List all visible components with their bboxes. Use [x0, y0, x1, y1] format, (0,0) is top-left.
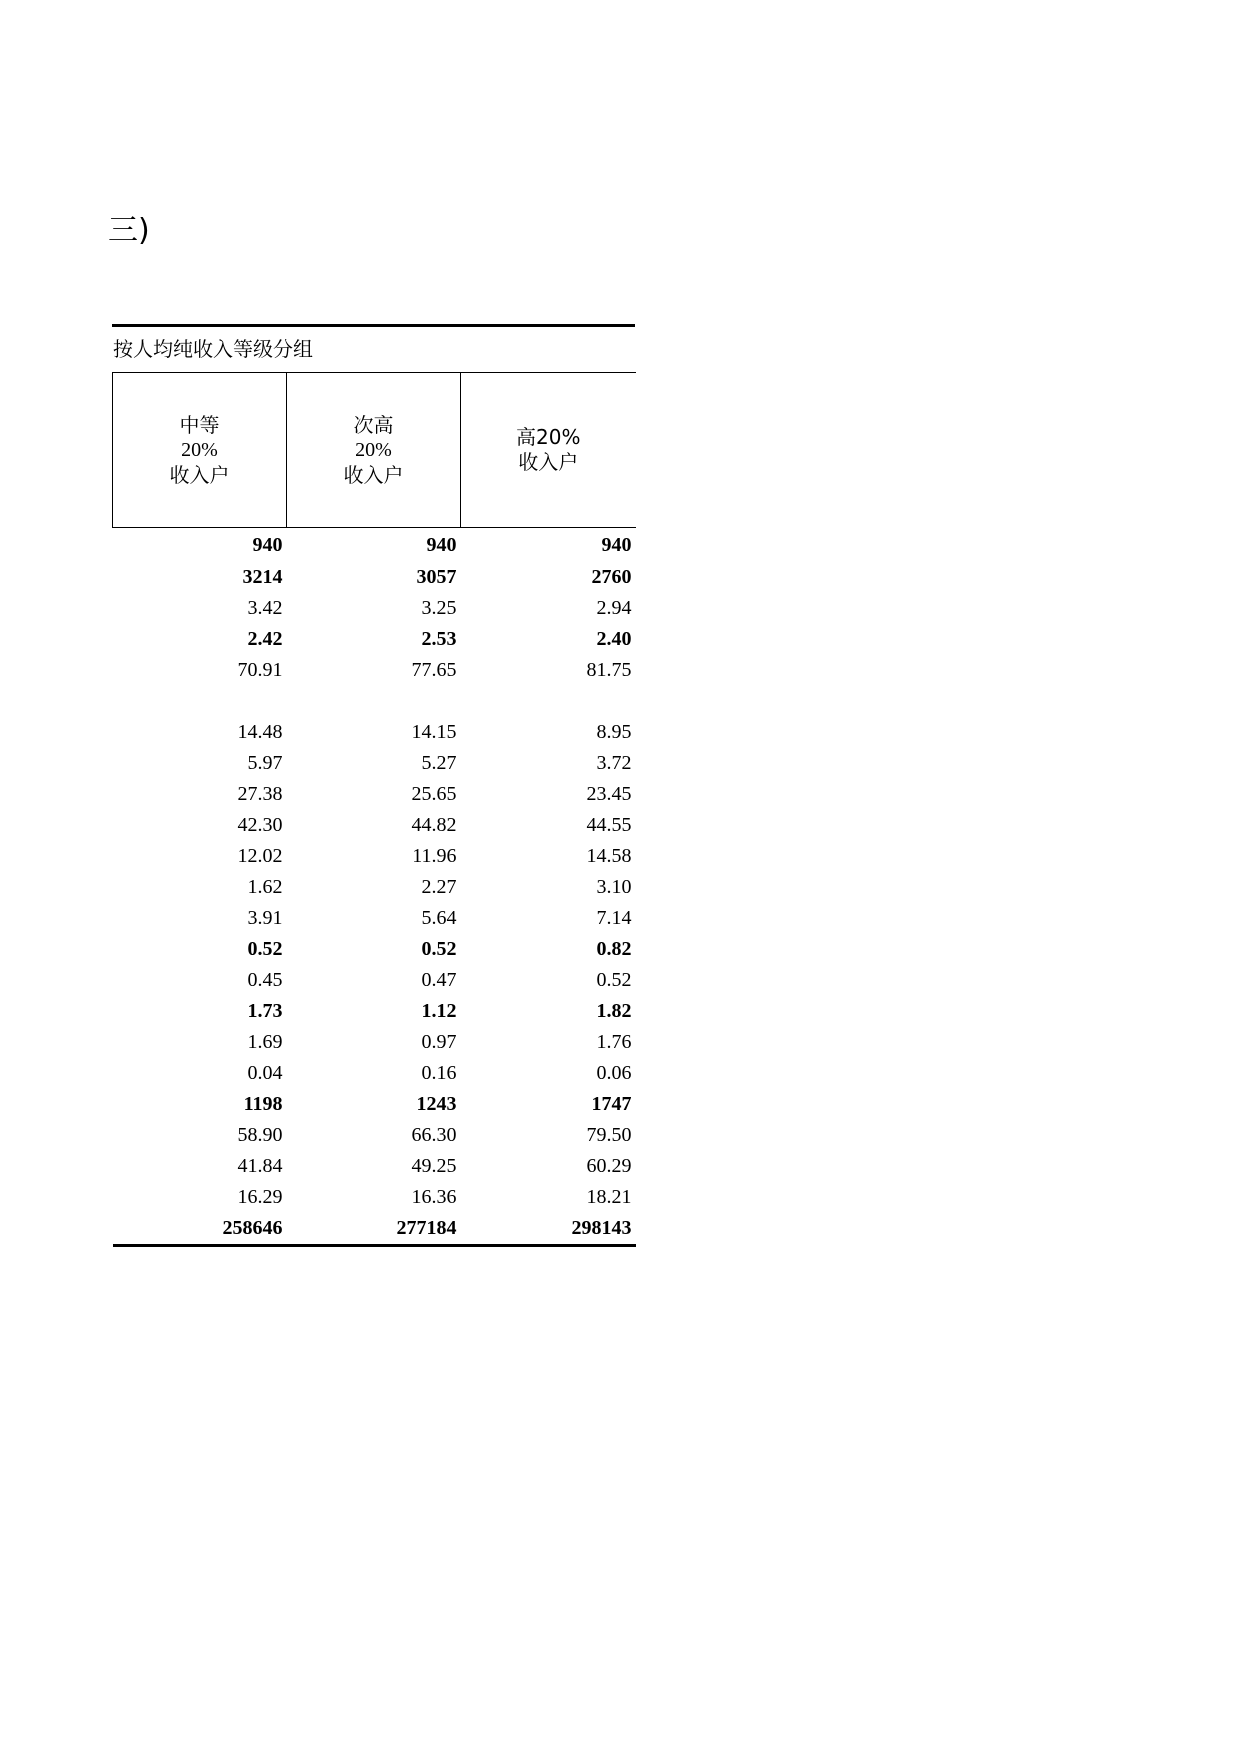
table-row	[113, 841, 636, 872]
table-cell: 0.52	[247, 938, 283, 960]
table-row	[113, 872, 636, 903]
table-cell: 44.55	[586, 814, 632, 836]
table-cell: 1.76	[596, 1031, 632, 1053]
table-cell: 2.42	[247, 628, 283, 650]
table-cell: 0.82	[596, 938, 632, 960]
table-row	[113, 810, 636, 841]
table-cell: 1.73	[247, 1000, 283, 1022]
table-cell: 1243	[416, 1093, 457, 1115]
column-header-line: 收入户	[518, 450, 579, 474]
table-cell: 16.29	[237, 1186, 283, 1208]
table-cell: 5.97	[247, 752, 283, 774]
table-cell: 42.30	[237, 814, 283, 836]
table-cell: 940	[601, 534, 632, 556]
table-cell: 3.91	[247, 907, 283, 929]
table-cell: 81.75	[586, 659, 632, 681]
income-group-table	[112, 372, 636, 1247]
column-header-line: 次高	[353, 412, 394, 437]
table-cell: 258646	[113, 1213, 287, 1246]
table-cell: 2.94	[596, 597, 632, 619]
table-body	[113, 528, 636, 1246]
table-cell: 49.25	[411, 1155, 457, 1177]
table-row	[113, 779, 636, 810]
table-cell: 77.65	[411, 659, 457, 681]
table-cell: 8.95	[596, 721, 632, 743]
table-header-row	[113, 373, 636, 528]
column-header-line: 高20%	[516, 425, 581, 449]
table-cell: 2.40	[596, 628, 632, 650]
table-cell: 3.42	[247, 597, 283, 619]
column-header-line: 20%	[181, 438, 218, 461]
table-row	[113, 934, 636, 965]
column-header-high-20	[461, 373, 636, 528]
table-cell: 27.38	[237, 783, 283, 805]
table-row	[113, 1058, 636, 1089]
page-title-fragment: 三)	[108, 213, 150, 248]
table-cell: 12.02	[237, 845, 283, 867]
table-cell: 3.25	[421, 597, 457, 619]
group-heading: 按人均纯收入等级分组	[113, 337, 313, 361]
table-cell: 940	[252, 534, 283, 556]
income-group-table-section	[112, 324, 635, 1247]
table-cell: 0.47	[421, 969, 457, 991]
table-cell: 66.30	[411, 1124, 457, 1146]
table-cell: 0.06	[596, 1062, 632, 1084]
table-cell: 1.12	[421, 1000, 457, 1022]
table-cell: 1.69	[247, 1031, 283, 1053]
table-cell: 58.90	[237, 1124, 283, 1146]
table-cell: 940	[426, 534, 457, 556]
table-cell: 2.27	[421, 876, 457, 898]
table-cell: 277184	[287, 1213, 461, 1246]
table-row	[113, 1213, 636, 1246]
table-cell: 0.52	[596, 969, 632, 991]
table-row	[113, 748, 636, 779]
table-cell: 44.82	[411, 814, 457, 836]
table-cell: 7.14	[596, 907, 632, 929]
table-row	[113, 1182, 636, 1213]
table-cell: 1198	[243, 1093, 283, 1115]
table-cell: 3214	[242, 566, 283, 588]
table-row	[113, 996, 636, 1027]
table-cell: 1747	[591, 1093, 632, 1115]
table-row	[113, 1120, 636, 1151]
column-header-upper-middle-20	[287, 373, 461, 528]
table-row	[113, 528, 636, 563]
table-row	[113, 1089, 636, 1120]
column-header-middle-20	[113, 373, 287, 528]
table-cell: 16.36	[411, 1186, 457, 1208]
table-cell: 23.45	[586, 783, 632, 805]
table-cell: 0.52	[421, 938, 457, 960]
table-cell: 14.48	[237, 721, 283, 743]
column-header-line: 中等	[179, 412, 220, 437]
table-cell: 2.53	[421, 628, 457, 650]
table-cell: 25.65	[411, 783, 457, 805]
table-cell: 18.21	[586, 1186, 632, 1208]
table-cell: 2760	[591, 566, 632, 588]
table-row	[113, 903, 636, 934]
table-row	[113, 1027, 636, 1058]
table-cell: 1.82	[596, 1000, 632, 1022]
table-cell: 60.29	[586, 1155, 632, 1177]
table-cell: 5.64	[421, 907, 457, 929]
table-row	[113, 562, 636, 593]
table-cell: 0.04	[247, 1062, 283, 1084]
table-cell: 298143	[461, 1213, 636, 1246]
table-row	[113, 965, 636, 996]
table-cell: 41.84	[237, 1155, 283, 1177]
table-cell: 14.58	[586, 845, 632, 867]
table-cell: 0.45	[247, 969, 283, 991]
table-row	[113, 1151, 636, 1182]
table-cell: 3.72	[596, 752, 632, 774]
column-header-line: 收入户	[343, 462, 404, 487]
table-row	[113, 624, 636, 655]
table-row	[113, 655, 636, 686]
table-cell: 70.91	[237, 659, 283, 681]
table-cell: 14.15	[411, 721, 457, 743]
table-row	[113, 593, 636, 624]
table-row	[113, 686, 636, 748]
column-header-line: 20%	[355, 438, 392, 461]
table-cell: 0.97	[421, 1031, 457, 1053]
table-cell: 1.62	[247, 876, 283, 898]
table-cell: 0.16	[421, 1062, 457, 1084]
table-cell: 79.50	[586, 1124, 632, 1146]
table-cell: 3.10	[596, 876, 632, 898]
column-header-line: 收入户	[169, 462, 230, 487]
table-cell: 5.27	[421, 752, 457, 774]
table-cell: 3057	[416, 566, 457, 588]
table-cell: 11.96	[412, 845, 457, 867]
